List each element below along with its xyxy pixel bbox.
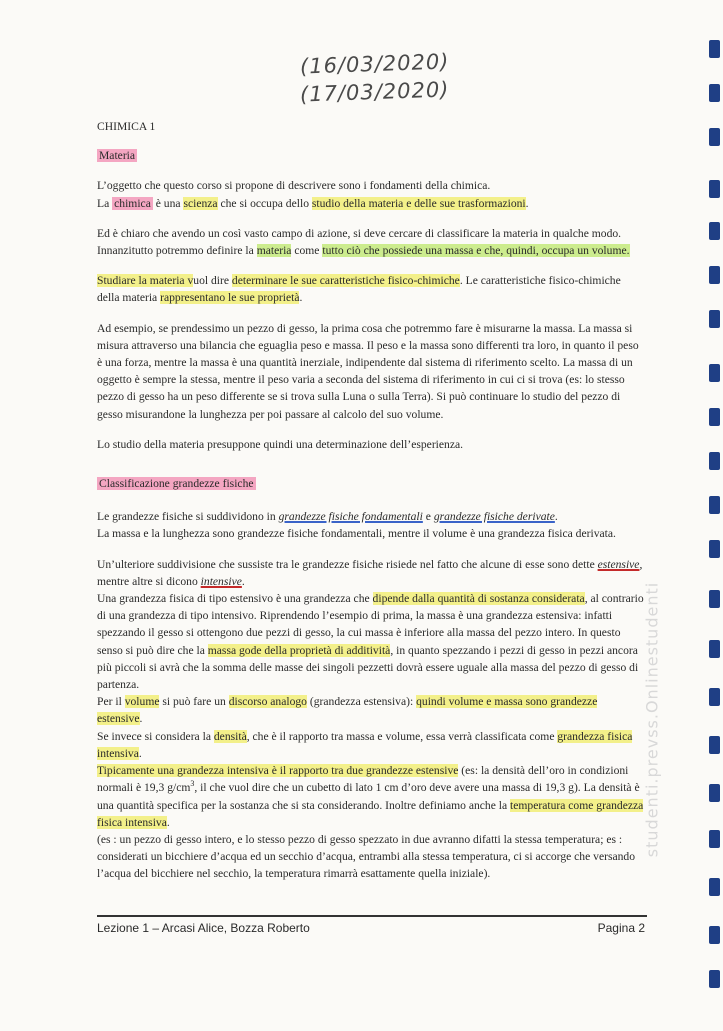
paragraph xyxy=(97,508,645,542)
binder-hole xyxy=(709,970,720,988)
highlight: Tipicamente una grandezza intensiva è il rapporto tra due grandezze estensive xyxy=(97,764,459,778)
text: , mentre altre si dicono xyxy=(97,557,643,588)
text: . Le caratteristiche fisico-chimiche della materia xyxy=(97,274,621,305)
section-classificazione-heading xyxy=(97,475,256,492)
binder-hole xyxy=(709,40,720,58)
binder-hole xyxy=(709,84,720,102)
text: (es : un pezzo di gesso intero, e lo stesso pezzo di gesso spezzato in due avranno difatti la stessa temperatura; es : considerati un bicchiere d’acqua ed un secchio d’acqua, entrambi alla stessa temperatura, ci si accorge che versando l’acqua del bicchiere nel secchio, la temperatura rimarrà esattamente quella iniziale). xyxy=(97,832,636,881)
heading-text: Materia xyxy=(99,149,136,163)
text: Un’ulteriore suddivisione che sussiste tra le grandezze fisiche risiede nel fatto che alcune di esse sono dette xyxy=(97,557,598,571)
highlight: temperatura come grandezza fisica intensiva xyxy=(97,798,644,829)
binder-hole xyxy=(709,496,720,514)
watermark xyxy=(632,530,662,910)
text: Le grandezze fisiche si suddividono in xyxy=(97,510,279,524)
text: uol dire xyxy=(193,274,232,288)
date-line: (17/03/2020) xyxy=(299,77,450,107)
superscript: 3 xyxy=(190,779,195,789)
footer-authors: Lezione 1 – Arcasi Alice, Bozza Roberto xyxy=(97,921,310,935)
text: , al contrario di una grandezza di tipo intensivo. Riprendendo l’esempio di prima, la massa è una grandezza estensiva: infatti spezzando il gesso si ottengono due pezzi di gesso, la cui massa è inferiore alla massa del pezzo intero. In questo senso si può dire che la xyxy=(97,592,644,657)
handwritten-dates xyxy=(300,50,449,106)
text: è una xyxy=(152,196,184,210)
highlight: massa gode della proprietà di additività xyxy=(207,643,391,657)
date-line: (16/03/2020) xyxy=(299,49,450,79)
highlight: Studiare la materia v xyxy=(97,274,194,288)
text: che si occupa dello xyxy=(217,196,312,210)
watermark-text: studenti.prevss.Onlinestudenti xyxy=(642,581,662,858)
highlight: rappresentano le sue proprietà xyxy=(160,291,300,305)
highlight: chimica xyxy=(114,196,151,210)
underlined-term: intensive xyxy=(200,574,242,588)
page-number: Pagina 2 xyxy=(597,921,645,935)
binder-hole xyxy=(709,408,720,426)
highlight: materia xyxy=(256,244,292,258)
underlined-term: grandezze fisiche fondamentali xyxy=(278,510,423,524)
paragraph: Ad esempio, se prendessimo un pezzo di gesso, la prima cosa che potremmo fare è misurarne la massa. La massa si misura attraverso una bilancia che eguaglia peso e massa. Il peso e la massa sono differenti tra loro, in quanto il peso è una forza, mentre la massa è una quantità inerziale, indipendente dal sistema di riferimento scelto. La massa di un oggetto è sempre la stessa, mentre il peso varia a seconda del sistema di riferimento in cui ci si trova (es: lo stesso pezzo di gesso ha un peso differente se si trova sulla Luna o sulla Terra). Si può continuare lo studio del pezzo di gesso misurandone la lunghezza per poi passare al calcolo del suo volume. xyxy=(97,321,639,421)
paragraph xyxy=(97,177,645,211)
heading-text: Classificazione grandezze fisiche xyxy=(99,477,254,491)
highlight: grandezza fisica intensiva xyxy=(97,729,633,760)
paragraph: Lo studio della materia presuppone quindi una determinazione dell’esperienza. xyxy=(97,437,464,451)
text: La xyxy=(97,196,113,210)
highlight: volume xyxy=(124,695,160,709)
text: L’oggetto che questo corso si propone di descrivere sono i fondamenti della chimica. xyxy=(97,179,491,193)
text: . xyxy=(139,712,143,726)
highlight: studio della materia e delle sue trasformazioni xyxy=(311,196,526,210)
highlight: densità xyxy=(213,729,247,743)
text: La massa e la lunghezza sono grandezze fisiche fondamentali, mentre il volume è una grandezza fisica derivata. xyxy=(97,527,616,541)
binder-hole xyxy=(709,364,720,382)
text: come xyxy=(291,244,323,258)
document-title: CHIMICA 1 xyxy=(97,120,156,133)
text: . xyxy=(525,196,529,210)
paragraph xyxy=(97,556,645,883)
binder-hole xyxy=(709,688,720,706)
text: , il che vuol dire che un cubetto di lato 1 cm d’oro deve avere una massa di 19,3 g). La densità è una quantità specifica per la sostanza che si sta considerando. Inoltre definiamo anche la xyxy=(97,781,640,812)
highlight: discorso analogo xyxy=(228,695,307,709)
binder-hole xyxy=(709,784,720,802)
binder-hole xyxy=(709,590,720,608)
paragraph xyxy=(97,272,645,306)
highlight: dipende dalla quantità di sostanza considerata xyxy=(372,592,585,606)
text: , che è il rapporto tra massa e volume, essa verrà classificata come xyxy=(246,729,558,743)
section-materia-heading xyxy=(97,147,645,164)
binder-hole xyxy=(709,878,720,896)
text: . xyxy=(241,574,245,588)
text: Per il xyxy=(97,695,125,709)
binder-hole xyxy=(709,830,720,848)
text: . xyxy=(138,746,142,760)
text: . xyxy=(299,291,303,305)
text: e xyxy=(422,510,434,524)
footer-divider xyxy=(97,915,647,917)
binder-edge xyxy=(703,40,723,1000)
highlight: tutto ciò che possiede una massa e che, quindi, occupa un volume. xyxy=(322,244,630,258)
binder-hole xyxy=(709,736,720,754)
text: . xyxy=(554,510,558,524)
binder-hole xyxy=(709,310,720,328)
text: . xyxy=(166,815,170,829)
text: Se invece si considera la xyxy=(97,729,214,743)
binder-hole xyxy=(709,128,720,146)
text: Una grandezza fisica di tipo estensivo è una grandezza che xyxy=(97,592,373,606)
text: Ed è chiaro che avendo un così vasto campo di azione, si deve cercare di classificare la materia in qualche modo. Innanzitutto potremmo definire la xyxy=(97,226,622,258)
binder-hole xyxy=(709,926,720,944)
text: (grandezza estensiva): xyxy=(306,695,417,709)
text: si può fare un xyxy=(159,695,229,709)
binder-hole xyxy=(709,452,720,470)
binder-hole xyxy=(709,266,720,284)
text: , in quanto spezzando i pezzi di gesso in pezzi ancora più piccoli si avrà che la somma delle masse dei singoli pezzetti dovrà essere uguale alla massa del pezzo di gesso di partenza. xyxy=(97,643,639,692)
underlined-term: estensive xyxy=(597,557,640,571)
binder-hole xyxy=(709,222,720,240)
underlined-term: grandezze fisiche derivate xyxy=(433,510,555,524)
binder-hole xyxy=(709,540,720,558)
paragraph xyxy=(97,225,645,259)
binder-hole xyxy=(709,180,720,198)
highlight: scienza xyxy=(183,196,218,210)
highlight: quindi volume e massa sono grandezze estensive xyxy=(97,695,598,726)
binder-hole xyxy=(709,640,720,658)
text: (es: la densità dell’oro in condizioni normali è 19,3 g/cm xyxy=(97,764,629,795)
highlight: determinare le sue caratteristiche fisico-chimiche xyxy=(231,274,460,288)
document-body xyxy=(97,118,645,883)
